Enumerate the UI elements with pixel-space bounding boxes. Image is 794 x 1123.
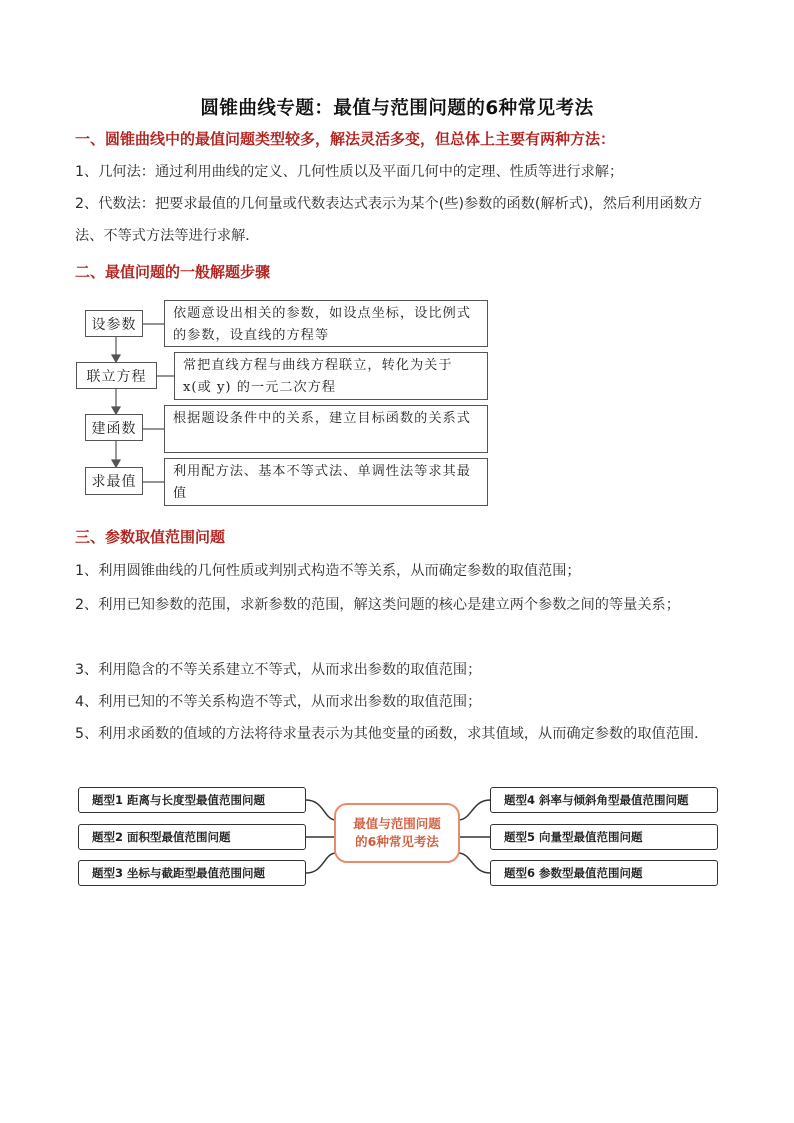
section3-item-3: 3、利用隐含的不等关系建立不等式，从而求出参数的取值范围； [75,662,482,678]
step-box-simultaneous-equations: 联立方程 [76,362,157,389]
topic-type-5: 题型5 向量型最值范围问题 [490,824,718,850]
step-desc-set-parameters: 依题意设出相关的参数，如设点坐标，设比例式的参数，设直线的方程等 [164,300,488,347]
step-desc-simultaneous-equations: 常把直线方程与曲线方程联立，转化为关于 x(或 y) 的一元二次方程 [174,352,488,400]
topic-type-4: 题型4 斜率与倾斜角型最值范围问题 [490,787,718,813]
question-types-mindmap [74,783,722,893]
center-line-1: 最值与范围问题 [353,816,441,831]
section1-item-1: 1、几何法：通过利用曲线的定义、几何性质以及平面几何中的定理、性质等进行求解； [75,164,624,180]
center-line-2: 的6种常见考法 [355,834,439,849]
section1-heading: 一、圆锥曲线中的最值问题类型较多，解法灵活多变，但总体上主要有两种方法： [75,130,616,148]
step-box-build-function: 建函数 [85,414,143,441]
step-box-find-extremum: 求最值 [85,467,143,495]
mindmap-center-topic [334,803,460,863]
section1-item-2: 2、代数法：把要求最值的几何量或代数表达式表示为某个(些)参数的函数(解析式)，然后利用函数方法、不等式方法等进行求解． [75,196,703,244]
section3-heading: 三、参数取值范围问题 [75,528,226,546]
step-desc-find-extremum: 利用配方法、基本不等式法、单调性法等求其最值 [164,458,488,506]
solution-steps-flowchart [76,300,490,508]
section3-item-4: 4、利用已知的不等关系构造不等式，从而求出参数的取值范围； [75,694,482,710]
topic-type-1: 题型1 距离与长度型最值范围问题 [78,787,306,813]
section2-heading: 二、最值问题的一般解题步骤 [75,263,271,281]
section3-item-5: 5、利用求函数的值域的方法将待求量表示为其他变量的函数，求其值域，从而确定参数的取值范围． [75,726,709,742]
section3-item-2: 2、利用已知参数的范围，求新参数的范围，解这类问题的核心是建立两个参数之间的等量关系； [75,597,680,613]
topic-type-2: 题型2 面积型最值范围问题 [78,824,306,850]
topic-type-3: 题型3 坐标与截距型最值范围问题 [78,860,306,886]
topic-type-6: 题型6 参数型最值范围问题 [490,860,718,886]
section3-item-1: 1、利用圆锥曲线的几何性质或判别式构造不等关系，从而确定参数的取值范围； [75,563,581,579]
step-box-set-parameters: 设参数 [85,310,143,337]
step-desc-build-function: 根据题设条件中的关系，建立目标函数的关系式 [164,405,488,453]
page-title: 圆锥曲线专题：最值与范围问题的6种常见考法 [200,98,594,119]
